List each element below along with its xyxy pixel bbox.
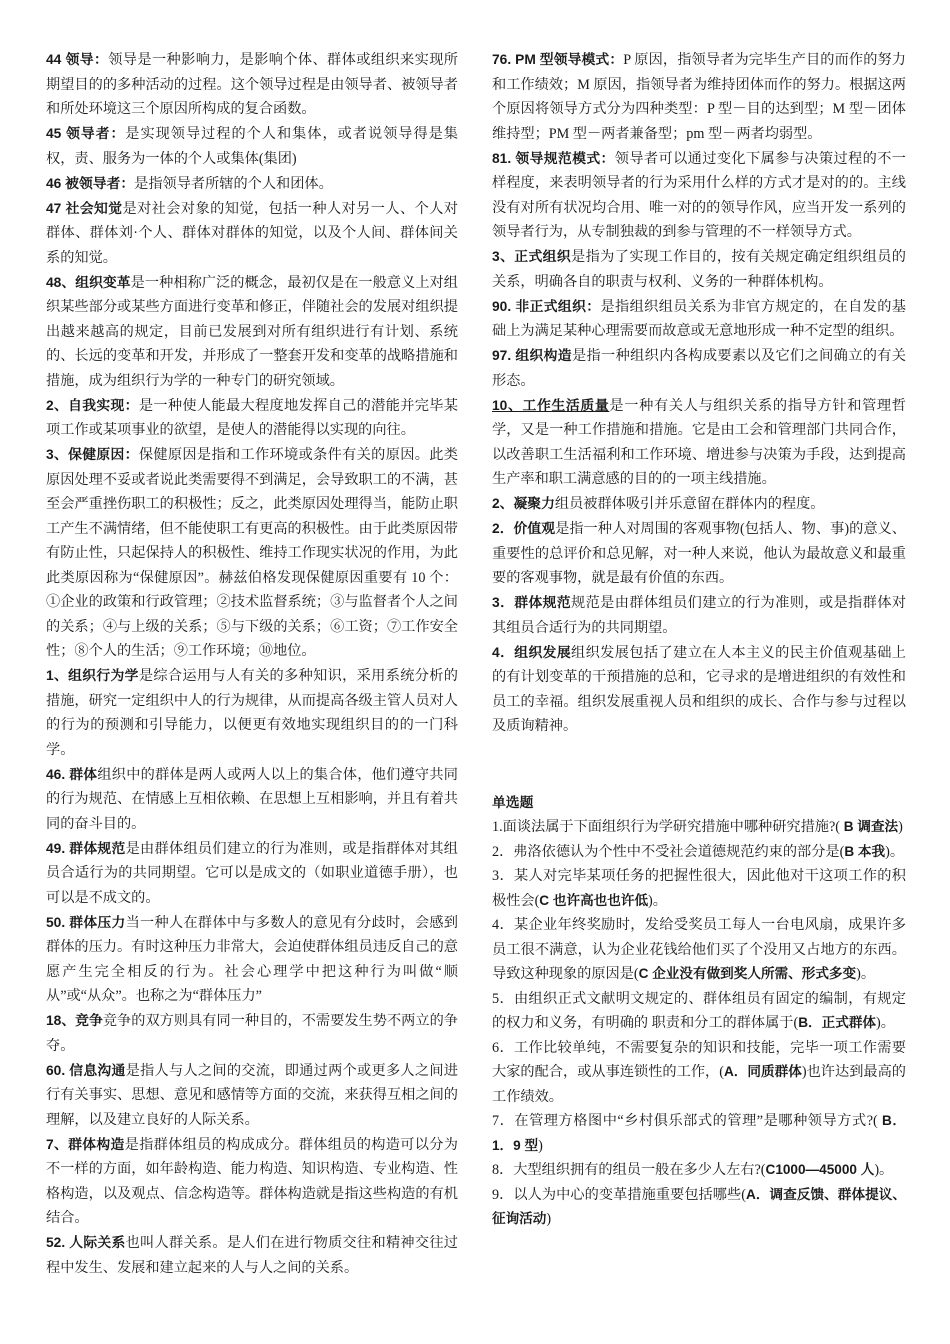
- definition-entry: [492, 394, 906, 492]
- definition-entry: [46, 763, 458, 837]
- question-text: 8．大型组织拥有的组员一般在多少人左右?(: [492, 1162, 766, 1178]
- definition-entry: [46, 664, 458, 762]
- term: 46. 群体: [46, 766, 98, 782]
- question-tail: )。: [648, 892, 667, 909]
- definition-entry: [46, 1231, 458, 1280]
- definition-entry: [492, 492, 906, 517]
- definition-text: 是指领导者所辖的个人和团体。: [134, 175, 333, 192]
- definition-text: 组员被群体吸引并乐意留在群体内的程度。: [554, 496, 825, 512]
- definition-text: 竞争的双方则具有同一种目的，不需要发生势不两立的争夺。: [46, 1013, 458, 1054]
- definition-entry: [492, 245, 906, 294]
- left-column: [46, 48, 458, 1281]
- definition-entry: [492, 517, 906, 591]
- term: 1、组织行为学: [46, 668, 139, 683]
- term: 45 领导者：: [46, 126, 126, 141]
- term: 52. 人际关系: [46, 1235, 126, 1250]
- definition-text: 保健原因是指和工作环境或条件有关的原因。此类原因处理不妥或者说此类需要得不到满足，会导致职工的不满，甚至会严重挫伤职工的积极性；反之，此类原因处理得当，能防止职工产生不满情绪，但不能使职工有更高的积极性。由于此类原因带有防止性，只起保持人的积极性、维持工作现实状况的作用，为此此类原因称为“保健原因”。赫兹伯格发现保健原因重要有 10 个：①企业的政策和行政管理；②技术监督系统；③与监督者个人之间的关系；④与上级的关系；⑤与下级的关系；⑥工资；⑦工作安全性；⑧个人的生活；⑨工作环境；⑩地位。: [46, 447, 458, 659]
- term: 4．组织发展: [492, 644, 572, 660]
- question-text: 3．某人对完毕某项任务的把握性很大，因此他对干这项工作的积极性会(: [492, 868, 906, 909]
- term: 3．群体规范: [492, 595, 572, 610]
- term: 46 被领导者：: [46, 175, 135, 191]
- question-item: [492, 864, 906, 913]
- question-text: 5．由组织正式文献明文规定的、群体组员有固定的编制，有规定的权力和义务，有明确的 职责和分工的群体属于(: [492, 990, 906, 1031]
- question-item: [492, 913, 906, 987]
- definition-entry: [46, 271, 458, 394]
- term: 44 领导：: [46, 52, 109, 67]
- definition-text: 是指为了实现工作目的，按有关规定确定组织组员的关系，明确各自的职责与权利、义务的一种群体机构。: [492, 249, 906, 290]
- definition-entry: [46, 48, 458, 122]
- question-text: 1.面谈法属于下面组织行为学研究措施中哪种研究措施?(: [492, 819, 840, 835]
- definition-text: 是指人与人之间的交流，即通过两个或更多人之间进行有关事实、思想、意见和感情等方面的交流，来获得互相之间的理解，以及建立良好的人际关系。: [46, 1062, 458, 1128]
- answer-text: A．同质群体: [723, 1064, 802, 1079]
- definition-entry: [492, 641, 906, 739]
- definition-entry: [46, 443, 458, 664]
- definition-entry: [492, 147, 906, 245]
- definition-entry: [46, 1059, 458, 1133]
- definition-text: 当一种人在群体中与多数人的意见有分歧时，会感到群体的压力。有时这种压力非常大，会迫使群体组员违反自己的意愿产生完全相反的行为。社会心理学中把这种行为叫做“顺从”或“从众”。也称之为“群体压力”: [46, 914, 458, 1004]
- definition-entry: [46, 1009, 458, 1058]
- question-tail: ): [898, 819, 903, 835]
- definition-text: 领导者可以通过变化下属参与决策过程的不一样程度，来表明领导者的行为采用什么样的方式才是对的的。主线没有对所有状况均合用、唯一对的的领导作风，应当开发一系列的领导者行为，从专制独裁的到参与管理的不一样领导方式。: [492, 150, 906, 240]
- term: 47 社会知觉: [46, 200, 123, 216]
- question-text: 9．以人为中心的变革措施重要包括哪些(: [492, 1186, 747, 1203]
- question-tail: )。: [856, 966, 876, 982]
- question-item: [492, 1183, 906, 1232]
- definition-text: 是实现领导过程的个人和集体，或者说领导得是集权，责、服务为一体的个人或集体(集团): [46, 126, 458, 167]
- definition-entry: [46, 911, 458, 1009]
- definition-entry: [492, 295, 906, 344]
- term: 48、组织变革: [46, 274, 131, 290]
- definition-text: 是由群体组员们建立的行为准则，或是指群体对其组员合适行为的共同期望。它可以是成文的（如职业道德手册），也可以是不成文的。: [46, 840, 458, 906]
- question-item: [492, 987, 906, 1036]
- question-tail: ): [538, 1137, 543, 1154]
- question-text: 4．某企业年终奖励时，发给受奖员工每人一台电风扇，成果许多员工很不满意，认为企业花钱给他们买了个没用又占地方的东西。导致这种现象的原因是(: [492, 917, 906, 982]
- term: 76. PM 型领导模式：: [492, 52, 624, 67]
- right-column: [492, 48, 906, 1232]
- question-text: 6．工作比较单纯，不需要复杂的知识和技能，完毕一项工作需要大家的配合，或从事连锁性的工作，(: [492, 1039, 906, 1080]
- definition-text: P 原因，指领导者为完毕生产目的而作的努力和工作绩效；M 原因，指领导者为维持团体而作的努力。根据这两个原因将领导方式分为四种类型：P 型－目的达到型；M 型－团体维持型；PM 型－两者兼备型；pm 型－两者均弱型。: [492, 52, 906, 142]
- term: 7、群体构造: [46, 1136, 125, 1152]
- term: 90. 非正式组织：: [492, 298, 601, 314]
- answer-text: A．调查反馈、群体提议、征询活动: [492, 1186, 906, 1226]
- term: 2．价值观: [492, 521, 556, 536]
- answer-text: B．正式群体: [798, 1015, 877, 1030]
- question-text: 2．弗洛依德认为个性中不受社会道德规范约束的部分是(: [492, 843, 845, 860]
- question-item: [492, 840, 906, 865]
- answer-text: B 调查法: [839, 819, 899, 834]
- answer-text: C 也许高也也许低: [539, 892, 649, 908]
- definition-entry: [492, 591, 906, 640]
- definition-text: 是指一种组织内各构成要素以及它们之间确立的有关形态。: [492, 348, 906, 389]
- answer-text: C1000—45000 人: [765, 1162, 875, 1177]
- definition-entry: [46, 1133, 458, 1231]
- definition-text: 组织中的群体是两人或两人以上的集合体，他们遵守共同的行为规范、在情感上互相依赖、在思想上互相影响，并且有着共同的奋斗目的。: [46, 766, 458, 832]
- answer-text: B．1．9 型: [492, 1113, 906, 1153]
- definition-text: 是综合运用与人有关的多种知识，采用系统分析的措施，研究一定组织中人的行为规律，从而提高各级主管人员对人的行为的预测和引导能力，以便更有效地实现组织目的的一门科学。: [46, 668, 458, 758]
- definition-entry: [46, 394, 458, 443]
- definition-text: 是一种相称广泛的概念，最初仅是在一般意义上对组织某些部分或某些方面进行变革和修正，伴随社会的发展对组织提出越来越高的规定，目前已发展到对所有组织进行有计划、系统的、长远的变革和开发，并形成了一整套开发和变革的战略措施和措施，成为组织行为学的一种专门的研究领域。: [46, 274, 458, 389]
- definition-entry: [492, 48, 906, 146]
- term: 50. 群体压力: [46, 914, 126, 930]
- definition-entry: [46, 197, 458, 271]
- term: 81. 领导规范模式：: [492, 150, 615, 166]
- term: 97. 组织构造: [492, 348, 572, 363]
- definition-text: 是指群体组员的构成成分。群体组员的构造可以分为不一样的方面，如年龄构造、能力构造、知识构造、专业构造、性格构造，以及观点、信念构造等。群体构造就是指这些构造的有机结合。: [46, 1136, 458, 1226]
- definition-text: 是对社会对象的知觉，包括一种人对另一人、个人对群体、群体刘·个人、群体对群体的知觉，以及个人间、群体间关系的知觉。: [46, 200, 458, 266]
- definition-text: 是一种有关人与组织关系的指导方针和管理哲学，又是一种工作措施和措施。它是由工会和管理部门共同合作，以改善职工生活福利和工作环境、增进参与决策为手段，达到提高生产率和职工满意感的目的的一项主线措施。: [492, 397, 906, 487]
- definition-entry: [46, 837, 458, 911]
- definition-text: 是一种使人能最大程度地发挥自己的潜能并完毕某项工作或某项事业的欲望，是使人的潜能得以实现的向往。: [46, 397, 458, 438]
- definition-entry: [46, 172, 458, 197]
- definition-text: 也叫人群关系。是人们在进行物质交往和精神交往过程中发生、发展和建立起来的人与人之间的关系。: [46, 1235, 458, 1276]
- definition-text: 组织发展包括了建立在人本主义的民主价值观基础上的有计划变革的干预措施的总和，它寻求的是增进组织的有效性和员工的幸福。组织发展重视人员和组织的成长、合作与参与过程以及质询精神。: [492, 644, 906, 734]
- definition-text: 规范是由群体组员们建立的行为准则，或是指群体对其组员合适行为的共同期望。: [492, 595, 906, 636]
- definition-entry: [46, 122, 458, 171]
- term: 10、工作生活质量: [492, 397, 610, 413]
- definition-text: 领导是一种影响力，是影响个体、群体或组织来实现所期望目的的多种活动的过程。这个领导过程是由领导者、被领导者和所处环境这三个原因所构成的复合函数。: [46, 52, 458, 117]
- question-text: 7．在管理方格图中“乡村俱乐部式的管理”是哪种领导方式?(: [492, 1113, 878, 1129]
- question-item: [492, 815, 906, 840]
- term: 2、自我实现：: [46, 397, 139, 413]
- question-item: [492, 1109, 906, 1158]
- question-tail: )。: [874, 1162, 894, 1178]
- term: 3、保健原因：: [46, 447, 139, 462]
- term: 18、竞争: [46, 1013, 103, 1028]
- section-title: 单选题: [492, 794, 534, 810]
- term: 60. 信息沟通: [46, 1062, 126, 1078]
- answer-text: B 本我: [844, 843, 886, 859]
- definition-text: 是指一种人对周围的客观事物(包括人、物、事)的意义、重要性的总评价和总见解，对一种人来说，他认为最故意义和最重要的客观事物，就是最有价值的东西。: [492, 521, 906, 586]
- definition-text: 是指组织组员关系为非官方规定的，在自发的基础上为满足某种心理需要而故意或无意地形成一种不定型的组织。: [492, 298, 906, 339]
- question-tail: )也许达到最高的工作绩效。: [492, 1064, 906, 1105]
- answer-text: C 企业没有做到奖人所需、形式多变: [638, 966, 857, 981]
- question-tail: ): [546, 1211, 552, 1227]
- term: 2、凝聚力: [492, 496, 555, 511]
- definition-entry: [492, 344, 906, 393]
- question-item: [492, 1036, 906, 1110]
- term: 3、正式组织: [492, 249, 572, 264]
- question-tail: )。: [876, 1015, 895, 1031]
- question-item: [492, 1158, 906, 1183]
- question-tail: )。: [885, 843, 905, 860]
- term: 49. 群体规范: [46, 840, 126, 856]
